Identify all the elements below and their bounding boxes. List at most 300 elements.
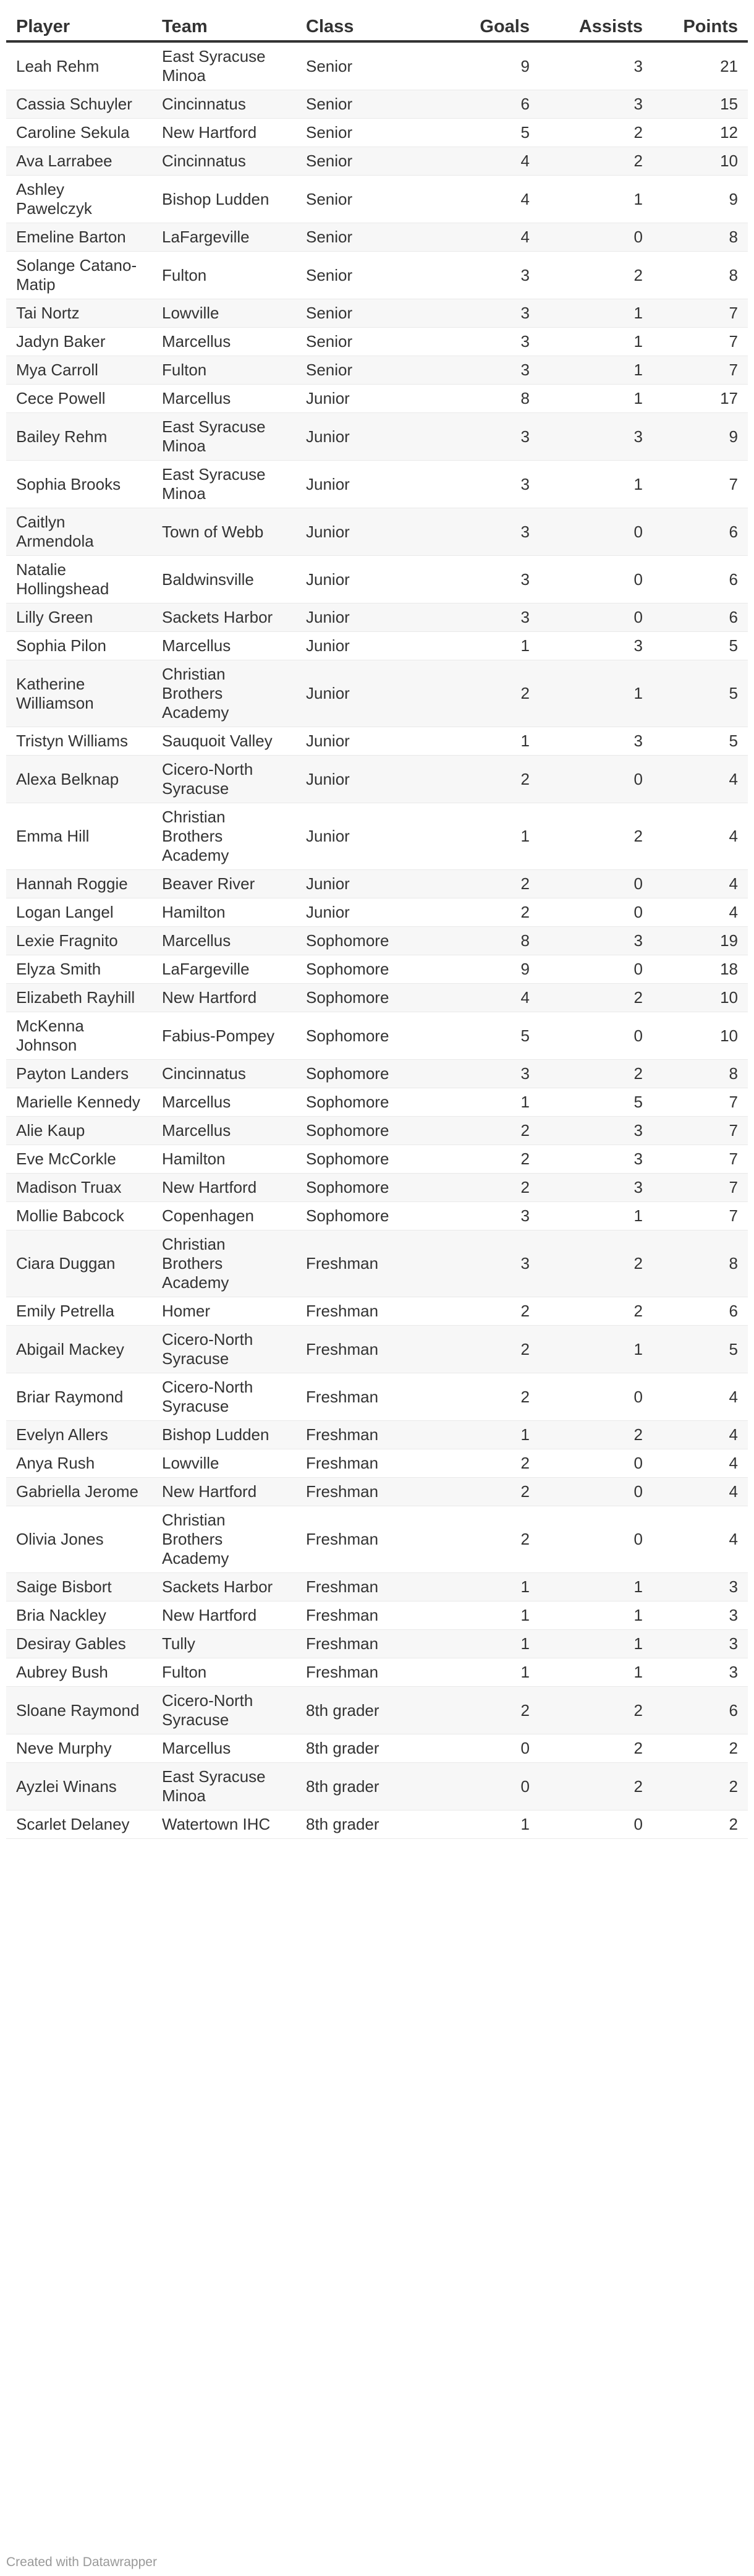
- cell-points: 4: [653, 1478, 748, 1506]
- cell-class: Sophomore: [296, 1145, 435, 1174]
- cell-team: New Hartford: [152, 1601, 296, 1630]
- cell-points: 4: [653, 898, 748, 927]
- cell-team: Beaver River: [152, 870, 296, 898]
- cell-class: Sophomore: [296, 1202, 435, 1230]
- cell-class: Freshman: [296, 1478, 435, 1506]
- table-row: [6, 252, 748, 299]
- cell-goals: 2: [435, 870, 540, 898]
- table-row: [6, 898, 748, 927]
- cell-goals: 3: [435, 356, 540, 385]
- cell-points: 3: [653, 1601, 748, 1630]
- cell-class: Freshman: [296, 1658, 435, 1687]
- table-row: [6, 328, 748, 356]
- table-header: [6, 0, 748, 41]
- table-row: [6, 1478, 748, 1506]
- cell-class: Freshman: [296, 1601, 435, 1630]
- cell-player: Abigail Mackey: [6, 1326, 152, 1373]
- table-container: [6, 0, 748, 1839]
- cell-assists: 1: [540, 356, 653, 385]
- cell-class: Freshman: [296, 1630, 435, 1658]
- cell-player: Caroline Sekula: [6, 119, 152, 147]
- cell-team: Marcellus: [152, 1117, 296, 1145]
- table-row: [6, 756, 748, 803]
- cell-goals: 3: [435, 299, 540, 328]
- cell-points: 4: [653, 803, 748, 870]
- cell-points: 4: [653, 870, 748, 898]
- cell-class: Senior: [296, 90, 435, 119]
- table-row: [6, 1810, 748, 1839]
- cell-player: McKenna Johnson: [6, 1012, 152, 1060]
- cell-goals: 3: [435, 461, 540, 508]
- cell-goals: 3: [435, 603, 540, 632]
- cell-goals: 4: [435, 147, 540, 176]
- cell-goals: 3: [435, 413, 540, 461]
- cell-goals: 3: [435, 556, 540, 603]
- cell-points: 7: [653, 356, 748, 385]
- cell-assists: 3: [540, 1117, 653, 1145]
- table-row: [6, 385, 748, 413]
- cell-assists: 1: [540, 1630, 653, 1658]
- cell-assists: 2: [540, 252, 653, 299]
- cell-team: East Syracuse Minoa: [152, 1763, 296, 1810]
- column-header-class[interactable]: Class: [296, 0, 435, 41]
- cell-assists: 1: [540, 328, 653, 356]
- cell-goals: 1: [435, 803, 540, 870]
- cell-player: Elyza Smith: [6, 955, 152, 984]
- cell-team: Fulton: [152, 356, 296, 385]
- table-row: [6, 1326, 748, 1373]
- table-row: [6, 556, 748, 603]
- cell-class: Freshman: [296, 1421, 435, 1449]
- column-header-team[interactable]: Team: [152, 0, 296, 41]
- cell-player: Leah Rehm: [6, 41, 152, 90]
- cell-points: 8: [653, 1230, 748, 1297]
- cell-class: Freshman: [296, 1297, 435, 1326]
- table-row: [6, 1763, 748, 1810]
- cell-team: Hamilton: [152, 1145, 296, 1174]
- cell-goals: 4: [435, 176, 540, 223]
- cell-class: Freshman: [296, 1326, 435, 1373]
- cell-class: Senior: [296, 176, 435, 223]
- cell-assists: 0: [540, 1810, 653, 1839]
- table-row: [6, 955, 748, 984]
- cell-points: 5: [653, 632, 748, 660]
- cell-assists: 1: [540, 1573, 653, 1601]
- cell-team: Marcellus: [152, 385, 296, 413]
- cell-team: Cicero-North Syracuse: [152, 1687, 296, 1734]
- cell-assists: 2: [540, 1421, 653, 1449]
- cell-goals: 2: [435, 1145, 540, 1174]
- cell-goals: 1: [435, 1810, 540, 1839]
- cell-player: Sloane Raymond: [6, 1687, 152, 1734]
- table-row: [6, 413, 748, 461]
- table-row: [6, 603, 748, 632]
- cell-points: 3: [653, 1630, 748, 1658]
- datawrapper-credit[interactable]: Created with Datawrapper: [6, 2555, 157, 2569]
- cell-assists: 2: [540, 1297, 653, 1326]
- cell-goals: 2: [435, 1687, 540, 1734]
- cell-class: Junior: [296, 727, 435, 756]
- table-row: [6, 1658, 748, 1687]
- cell-goals: 1: [435, 632, 540, 660]
- cell-assists: 2: [540, 1060, 653, 1088]
- cell-player: Saige Bisbort: [6, 1573, 152, 1601]
- table-row: [6, 1088, 748, 1117]
- cell-class: Sophomore: [296, 1060, 435, 1088]
- column-header-player[interactable]: Player: [6, 0, 152, 41]
- table-row: [6, 1230, 748, 1297]
- cell-team: Town of Webb: [152, 508, 296, 556]
- table-row: [6, 1601, 748, 1630]
- table-row: [6, 984, 748, 1012]
- cell-points: 4: [653, 1421, 748, 1449]
- cell-player: Marielle Kennedy: [6, 1088, 152, 1117]
- cell-points: 8: [653, 252, 748, 299]
- cell-assists: 1: [540, 385, 653, 413]
- cell-player: Desiray Gables: [6, 1630, 152, 1658]
- cell-team: Marcellus: [152, 632, 296, 660]
- cell-assists: 2: [540, 984, 653, 1012]
- cell-team: Cincinnatus: [152, 1060, 296, 1088]
- cell-class: Senior: [296, 119, 435, 147]
- cell-points: 8: [653, 223, 748, 252]
- cell-player: Alexa Belknap: [6, 756, 152, 803]
- cell-player: Eve McCorkle: [6, 1145, 152, 1174]
- table-row: [6, 870, 748, 898]
- cell-points: 7: [653, 1174, 748, 1202]
- cell-team: Marcellus: [152, 927, 296, 955]
- cell-class: Junior: [296, 756, 435, 803]
- cell-assists: 0: [540, 1012, 653, 1060]
- cell-team: New Hartford: [152, 984, 296, 1012]
- cell-goals: 2: [435, 660, 540, 727]
- cell-goals: 9: [435, 955, 540, 984]
- cell-player: Cassia Schuyler: [6, 90, 152, 119]
- cell-assists: 0: [540, 898, 653, 927]
- cell-goals: 3: [435, 252, 540, 299]
- cell-class: Senior: [296, 328, 435, 356]
- cell-goals: 3: [435, 508, 540, 556]
- cell-player: Bailey Rehm: [6, 413, 152, 461]
- cell-player: Mya Carroll: [6, 356, 152, 385]
- cell-points: 3: [653, 1658, 748, 1687]
- cell-assists: 2: [540, 1687, 653, 1734]
- cell-assists: 3: [540, 927, 653, 955]
- cell-points: 7: [653, 328, 748, 356]
- cell-assists: 3: [540, 1174, 653, 1202]
- table-row: [6, 356, 748, 385]
- table-row: [6, 1117, 748, 1145]
- cell-team: East Syracuse Minoa: [152, 41, 296, 90]
- cell-player: Aubrey Bush: [6, 1658, 152, 1687]
- table-row: [6, 1687, 748, 1734]
- cell-points: 6: [653, 1687, 748, 1734]
- cell-goals: 8: [435, 927, 540, 955]
- cell-player: Anya Rush: [6, 1449, 152, 1478]
- cell-class: 8th grader: [296, 1763, 435, 1810]
- cell-points: 9: [653, 413, 748, 461]
- table-row: [6, 660, 748, 727]
- cell-goals: 2: [435, 898, 540, 927]
- cell-points: 15: [653, 90, 748, 119]
- cell-class: Freshman: [296, 1230, 435, 1297]
- table-row: [6, 1449, 748, 1478]
- cell-goals: 2: [435, 1373, 540, 1421]
- cell-points: 6: [653, 508, 748, 556]
- cell-team: Homer: [152, 1297, 296, 1326]
- cell-class: Junior: [296, 556, 435, 603]
- cell-assists: 0: [540, 603, 653, 632]
- cell-goals: 2: [435, 1449, 540, 1478]
- cell-assists: 3: [540, 41, 653, 90]
- table-row: [6, 1734, 748, 1763]
- cell-goals: 1: [435, 1421, 540, 1449]
- cell-assists: 1: [540, 660, 653, 727]
- table-row: [6, 1060, 748, 1088]
- cell-points: 4: [653, 1373, 748, 1421]
- cell-class: Sophomore: [296, 1174, 435, 1202]
- cell-team: East Syracuse Minoa: [152, 413, 296, 461]
- cell-player: Ayzlei Winans: [6, 1763, 152, 1810]
- cell-player: Tai Nortz: [6, 299, 152, 328]
- cell-team: New Hartford: [152, 119, 296, 147]
- cell-goals: 2: [435, 1478, 540, 1506]
- cell-goals: 1: [435, 1573, 540, 1601]
- cell-assists: 0: [540, 223, 653, 252]
- table-row: [6, 1297, 748, 1326]
- cell-points: 12: [653, 119, 748, 147]
- cell-goals: 2: [435, 1506, 540, 1573]
- table-row: [6, 147, 748, 176]
- cell-class: Sophomore: [296, 1012, 435, 1060]
- cell-team: Tully: [152, 1630, 296, 1658]
- cell-goals: 9: [435, 41, 540, 90]
- table-body: [6, 41, 748, 1839]
- cell-class: Sophomore: [296, 955, 435, 984]
- table-row: [6, 119, 748, 147]
- cell-assists: 0: [540, 1506, 653, 1573]
- column-header-assists[interactable]: Assists: [540, 0, 653, 41]
- cell-assists: 1: [540, 461, 653, 508]
- cell-class: Senior: [296, 41, 435, 90]
- cell-team: Copenhagen: [152, 1202, 296, 1230]
- cell-player: Jadyn Baker: [6, 328, 152, 356]
- cell-assists: 3: [540, 1145, 653, 1174]
- cell-points: 7: [653, 1088, 748, 1117]
- cell-player: Emeline Barton: [6, 223, 152, 252]
- cell-class: Freshman: [296, 1449, 435, 1478]
- cell-goals: 2: [435, 1297, 540, 1326]
- table-row: [6, 1202, 748, 1230]
- cell-goals: 8: [435, 385, 540, 413]
- cell-class: Senior: [296, 223, 435, 252]
- table-row: [6, 1174, 748, 1202]
- cell-player: Evelyn Allers: [6, 1421, 152, 1449]
- cell-team: Cincinnatus: [152, 147, 296, 176]
- cell-player: Sophia Brooks: [6, 461, 152, 508]
- cell-class: Senior: [296, 356, 435, 385]
- cell-assists: 1: [540, 176, 653, 223]
- cell-player: Bria Nackley: [6, 1601, 152, 1630]
- cell-player: Madison Truax: [6, 1174, 152, 1202]
- table-row: [6, 223, 748, 252]
- cell-points: 3: [653, 1573, 748, 1601]
- cell-points: 7: [653, 1202, 748, 1230]
- cell-player: Emily Petrella: [6, 1297, 152, 1326]
- cell-goals: 6: [435, 90, 540, 119]
- cell-goals: 0: [435, 1763, 540, 1810]
- cell-player: Tristyn Williams: [6, 727, 152, 756]
- cell-class: Junior: [296, 632, 435, 660]
- table-row: [6, 41, 748, 90]
- cell-goals: 1: [435, 1601, 540, 1630]
- column-header-points[interactable]: Points: [653, 0, 748, 41]
- cell-team: Fulton: [152, 1658, 296, 1687]
- cell-class: 8th grader: [296, 1687, 435, 1734]
- cell-class: Junior: [296, 603, 435, 632]
- cell-goals: 4: [435, 223, 540, 252]
- cell-player: Logan Langel: [6, 898, 152, 927]
- cell-points: 21: [653, 41, 748, 90]
- cell-player: Lexie Fragnito: [6, 927, 152, 955]
- cell-player: Caitlyn Armendola: [6, 508, 152, 556]
- cell-team: Bishop Ludden: [152, 176, 296, 223]
- cell-goals: 3: [435, 1060, 540, 1088]
- table-row: [6, 299, 748, 328]
- cell-points: 9: [653, 176, 748, 223]
- cell-team: Cicero-North Syracuse: [152, 1326, 296, 1373]
- cell-goals: 3: [435, 328, 540, 356]
- cell-class: Junior: [296, 508, 435, 556]
- cell-team: LaFargeville: [152, 223, 296, 252]
- cell-player: Katherine Williamson: [6, 660, 152, 727]
- cell-team: Lowville: [152, 299, 296, 328]
- cell-assists: 0: [540, 556, 653, 603]
- cell-points: 7: [653, 461, 748, 508]
- cell-assists: 1: [540, 1658, 653, 1687]
- cell-assists: 5: [540, 1088, 653, 1117]
- cell-player: Hannah Roggie: [6, 870, 152, 898]
- cell-points: 7: [653, 1145, 748, 1174]
- cell-player: Cece Powell: [6, 385, 152, 413]
- cell-goals: 0: [435, 1734, 540, 1763]
- cell-class: Sophomore: [296, 1088, 435, 1117]
- cell-class: Sophomore: [296, 984, 435, 1012]
- cell-points: 10: [653, 1012, 748, 1060]
- cell-assists: 0: [540, 508, 653, 556]
- cell-team: Sauquoit Valley: [152, 727, 296, 756]
- cell-team: Christian Brothers Academy: [152, 1506, 296, 1573]
- table-row: [6, 1630, 748, 1658]
- cell-assists: 1: [540, 299, 653, 328]
- cell-goals: 2: [435, 1174, 540, 1202]
- cell-goals: 5: [435, 1012, 540, 1060]
- cell-team: Fulton: [152, 252, 296, 299]
- cell-assists: 3: [540, 90, 653, 119]
- cell-player: Payton Landers: [6, 1060, 152, 1088]
- cell-class: Sophomore: [296, 927, 435, 955]
- cell-class: Senior: [296, 147, 435, 176]
- cell-assists: 3: [540, 413, 653, 461]
- cell-class: Junior: [296, 413, 435, 461]
- cell-goals: 3: [435, 1202, 540, 1230]
- cell-points: 10: [653, 147, 748, 176]
- cell-player: Mollie Babcock: [6, 1202, 152, 1230]
- cell-assists: 2: [540, 147, 653, 176]
- cell-player: Sophia Pilon: [6, 632, 152, 660]
- table-row: [6, 1506, 748, 1573]
- cell-class: Junior: [296, 385, 435, 413]
- cell-points: 4: [653, 756, 748, 803]
- cell-player: Natalie Hollingshead: [6, 556, 152, 603]
- cell-assists: 3: [540, 632, 653, 660]
- cell-points: 10: [653, 984, 748, 1012]
- cell-assists: 3: [540, 727, 653, 756]
- cell-class: Freshman: [296, 1506, 435, 1573]
- cell-points: 7: [653, 299, 748, 328]
- column-header-goals[interactable]: Goals: [435, 0, 540, 41]
- cell-team: Cicero-North Syracuse: [152, 756, 296, 803]
- table-row: [6, 1373, 748, 1421]
- cell-team: Fabius-Pompey: [152, 1012, 296, 1060]
- cell-points: 18: [653, 955, 748, 984]
- cell-points: 2: [653, 1734, 748, 1763]
- cell-team: Christian Brothers Academy: [152, 660, 296, 727]
- table-row: [6, 1012, 748, 1060]
- table-row: [6, 90, 748, 119]
- table-row: [6, 803, 748, 870]
- cell-team: Christian Brothers Academy: [152, 1230, 296, 1297]
- cell-points: 2: [653, 1763, 748, 1810]
- header-row: [6, 0, 748, 41]
- cell-points: 7: [653, 1117, 748, 1145]
- cell-player: Lilly Green: [6, 603, 152, 632]
- cell-goals: 5: [435, 119, 540, 147]
- cell-player: Briar Raymond: [6, 1373, 152, 1421]
- cell-goals: 1: [435, 1658, 540, 1687]
- cell-team: Sackets Harbor: [152, 1573, 296, 1601]
- cell-team: New Hartford: [152, 1174, 296, 1202]
- cell-assists: 2: [540, 1763, 653, 1810]
- cell-assists: 0: [540, 1373, 653, 1421]
- cell-points: 17: [653, 385, 748, 413]
- cell-team: LaFargeville: [152, 955, 296, 984]
- cell-assists: 2: [540, 1734, 653, 1763]
- cell-player: Elizabeth Rayhill: [6, 984, 152, 1012]
- cell-team: Marcellus: [152, 328, 296, 356]
- table-row: [6, 1145, 748, 1174]
- cell-team: Marcellus: [152, 1734, 296, 1763]
- cell-goals: 1: [435, 1630, 540, 1658]
- cell-player: Emma Hill: [6, 803, 152, 870]
- cell-assists: 1: [540, 1326, 653, 1373]
- cell-team: Cicero-North Syracuse: [152, 1373, 296, 1421]
- cell-class: Junior: [296, 870, 435, 898]
- cell-class: Freshman: [296, 1373, 435, 1421]
- cell-team: Bishop Ludden: [152, 1421, 296, 1449]
- table-row: [6, 1573, 748, 1601]
- cell-team: New Hartford: [152, 1478, 296, 1506]
- cell-class: 8th grader: [296, 1810, 435, 1839]
- cell-class: Junior: [296, 898, 435, 927]
- cell-player: Scarlet Delaney: [6, 1810, 152, 1839]
- stats-table: [6, 0, 748, 1839]
- cell-goals: 1: [435, 727, 540, 756]
- cell-assists: 0: [540, 756, 653, 803]
- cell-class: 8th grader: [296, 1734, 435, 1763]
- table-row: [6, 508, 748, 556]
- cell-assists: 1: [540, 1601, 653, 1630]
